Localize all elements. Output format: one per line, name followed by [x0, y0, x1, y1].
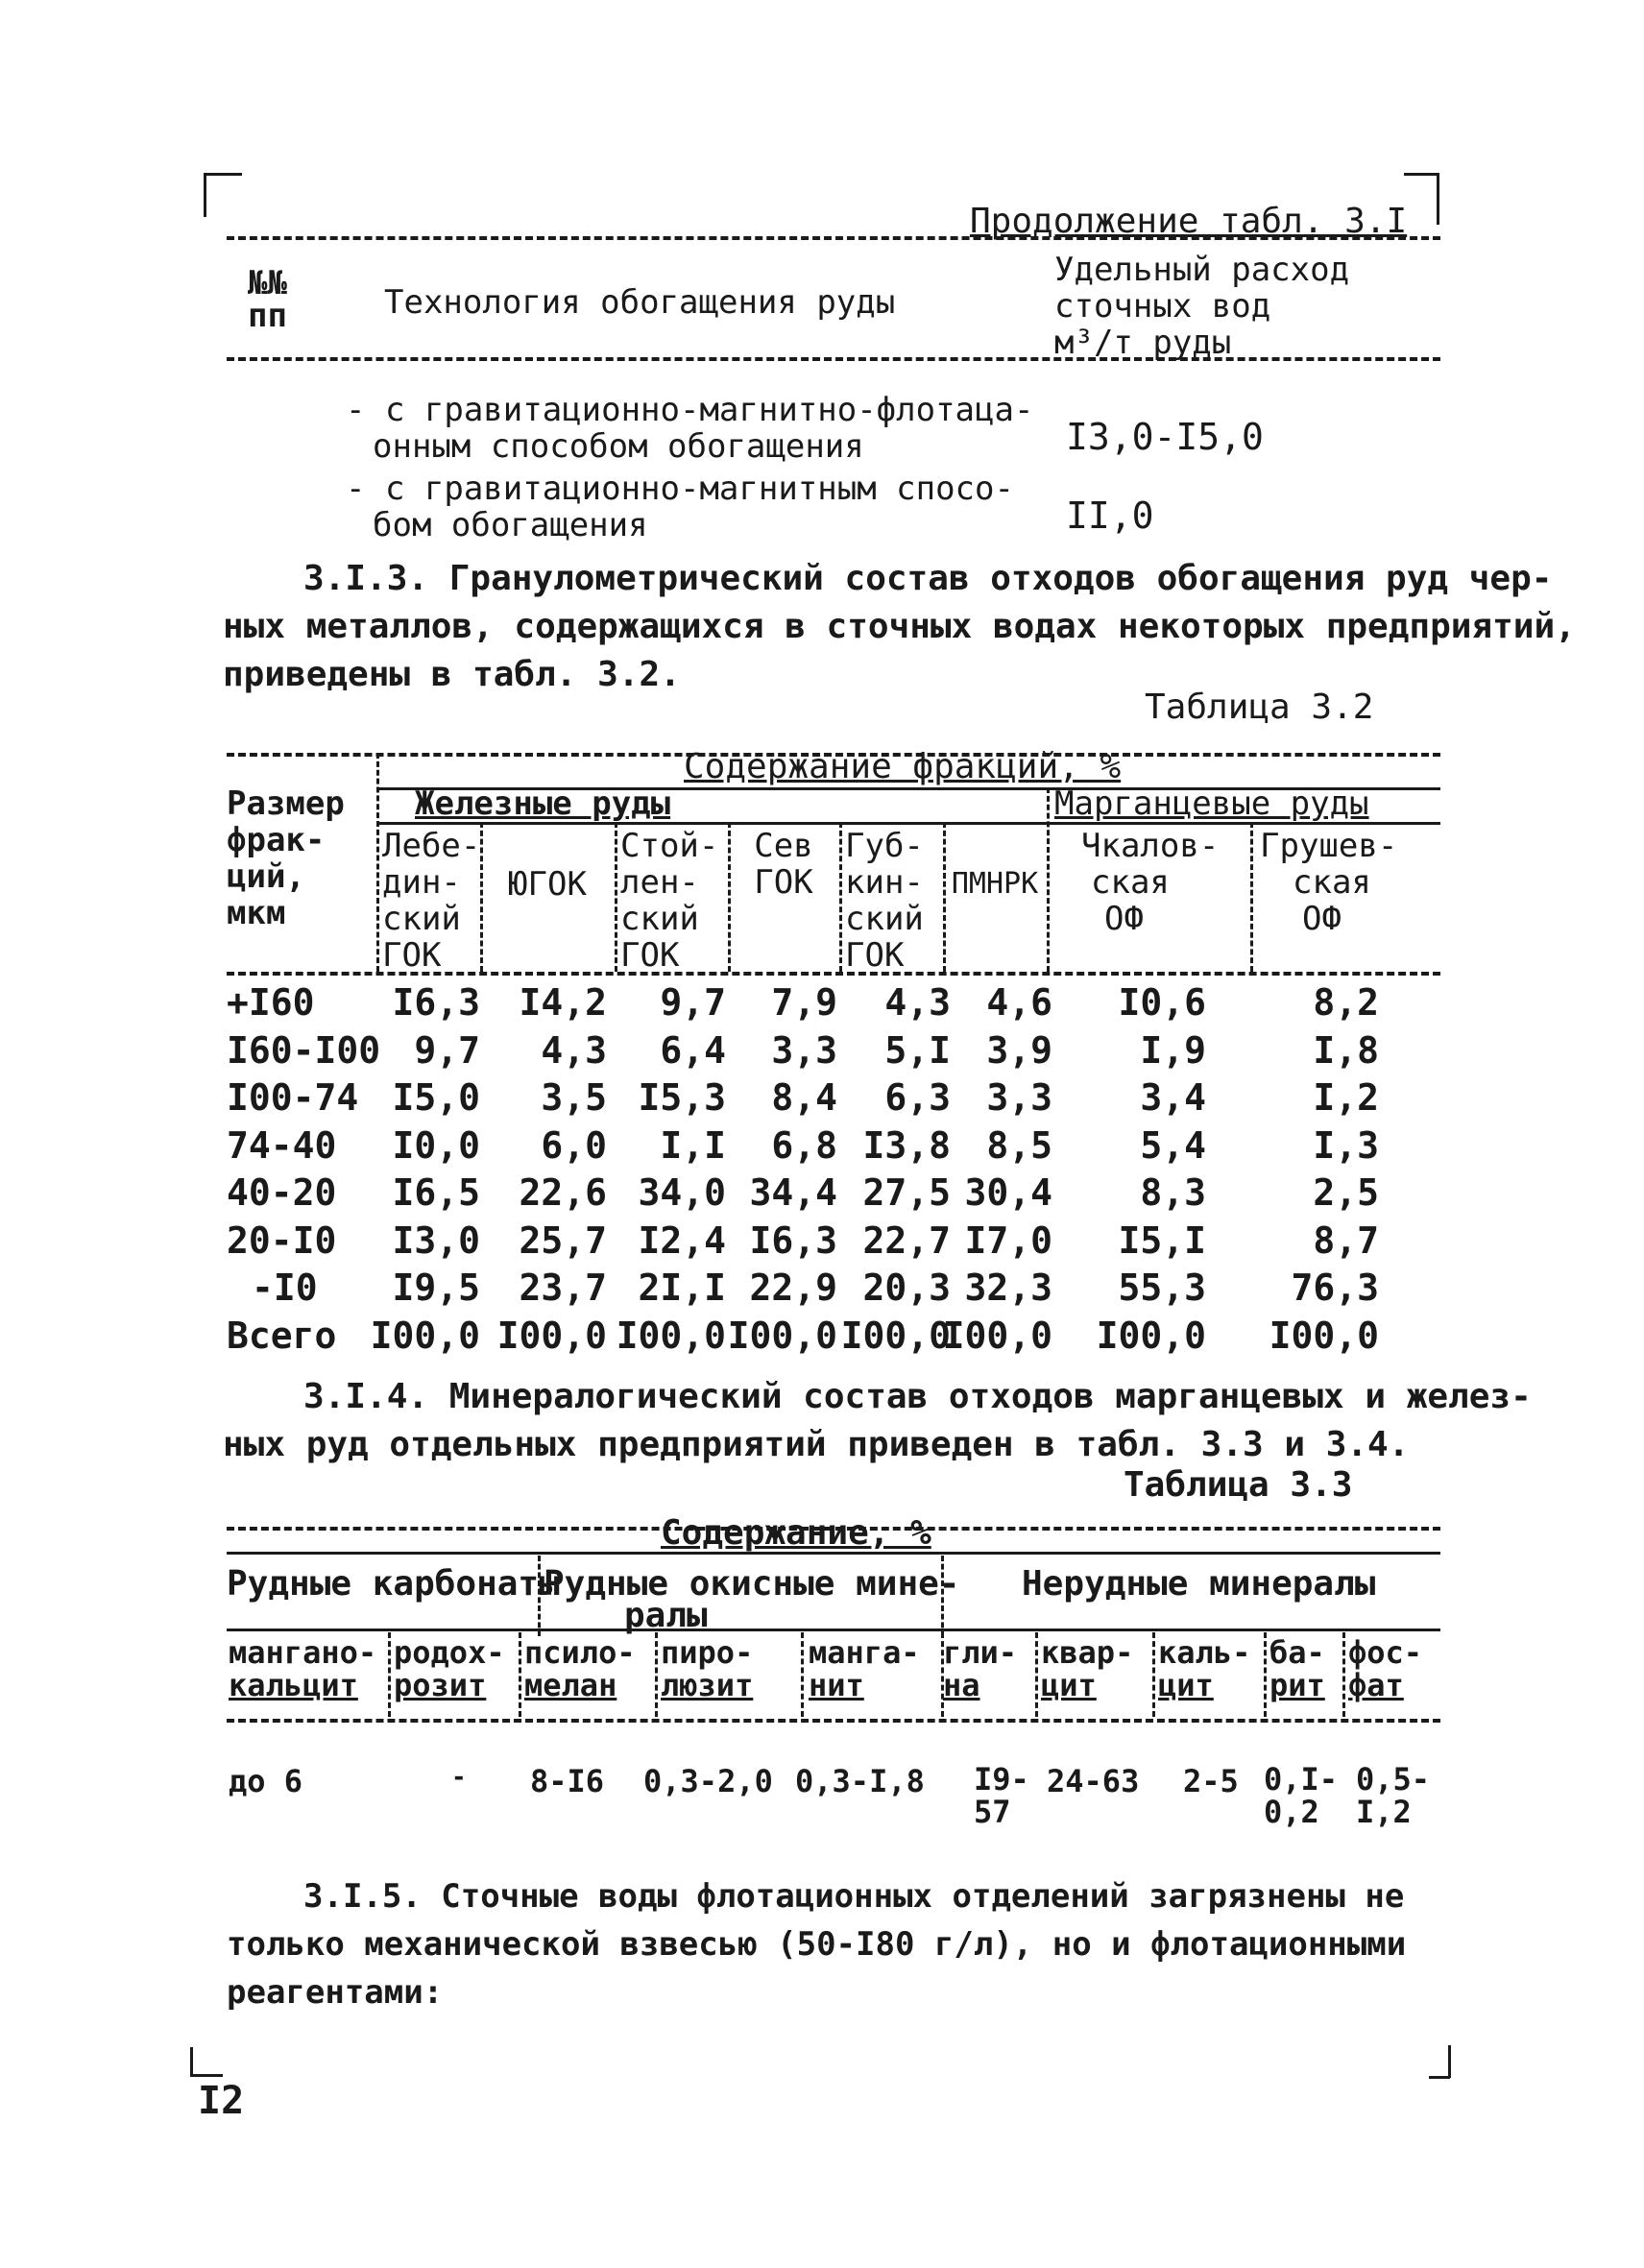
t32-cell: I00,0: [496, 1315, 607, 1357]
t33-cell-barite: 0,I- 0,2: [1264, 1761, 1339, 1830]
t32-cell: 6,4: [660, 1029, 726, 1072]
t33-col-head: [1348, 1636, 1422, 1701]
t32-vline-2: [615, 822, 617, 972]
t32-cell: 23,7: [519, 1267, 607, 1309]
t33-vline: [388, 1632, 391, 1717]
t31-num-head: №№ пп: [248, 264, 287, 335]
t33-cell-pyrolusite: 0,3-2,0: [643, 1763, 773, 1799]
t32-cell: 22,6: [519, 1171, 607, 1214]
t33-vline: [1342, 1632, 1345, 1717]
t32-rule-sub: [376, 822, 1440, 825]
t32-cell: 30,4: [964, 1171, 1052, 1214]
t32-cell: I,3: [1313, 1124, 1379, 1167]
paragraph-3-1-4: 3.I.4. Минералогический состав отходов марганцевых и желез- ных руд отдельных предприятий приведен в табл. 3.3 и 3.4.: [223, 1377, 1532, 1464]
t32-col-chkalovskaya: Чкалов- ская ОФ: [1081, 827, 1220, 938]
t32-iron-title: Железные руды: [415, 784, 671, 823]
t33-col-head: [1269, 1636, 1325, 1701]
t33-vline: [941, 1632, 944, 1717]
t32-cell: 3,3: [986, 1076, 1052, 1119]
t32-cell: 27,5: [862, 1171, 951, 1214]
rule-top: [227, 236, 1440, 240]
t33-col-head-line: цит: [1158, 1667, 1214, 1703]
t32-cell: 9,7: [414, 1029, 480, 1072]
t32-cell: 2I,I: [638, 1267, 726, 1309]
t33-col-head: [1041, 1636, 1133, 1701]
t33-col-head-line: квар-: [1041, 1634, 1134, 1671]
t32-cell: I3,0: [392, 1219, 480, 1262]
t33-col-head: [1158, 1636, 1250, 1701]
t32-cell: 8,2: [1313, 981, 1379, 1024]
corner-mark-top-right: [1437, 173, 1439, 225]
t32-cell: I3,8: [862, 1124, 951, 1167]
t31-row-1-text: - с гравитационно-магнитно-флотацa- онным способом обогащения: [346, 391, 1034, 466]
t32-cell: I0,6: [1118, 981, 1206, 1024]
t31-row-2-value: II,0: [1066, 495, 1154, 537]
corner-mark-bottom-left-h: [190, 2074, 223, 2077]
t32-rule-head-bottom: [227, 972, 1440, 976]
t32-cell: I,8: [1313, 1029, 1379, 1072]
t33-group-nonore: Нерудные минералы: [1022, 1564, 1376, 1604]
t32-col-grushevskaya: Грушев- ская ОФ: [1260, 827, 1398, 938]
t32-col-gubkinsky: Губ- кин- ский ГОК: [845, 827, 924, 975]
corner-mark-bottom-right-h: [1429, 2076, 1450, 2079]
t33-cell-phosphate: 0,5- I,2: [1356, 1761, 1431, 1830]
t33-col-head-line: манга-: [809, 1634, 920, 1671]
t32-row-size: +I60: [227, 981, 315, 1024]
t31-row-2-text: - с гравитационно-магнитным спосо- бом обогащения: [346, 470, 1014, 544]
t32-cell: 76,3: [1291, 1267, 1379, 1309]
t32-cell: 4,3: [884, 981, 951, 1024]
t33-col-head-line: гли-: [943, 1634, 1018, 1671]
t32-cell: I6,3: [749, 1219, 837, 1262]
t33-cell-quartzite: 24-63: [1047, 1763, 1140, 1799]
t32-cell: I0,0: [392, 1124, 480, 1167]
t32-cell: 22,7: [862, 1219, 951, 1262]
t33-col-head-line: розит: [394, 1667, 487, 1703]
t32-cell: 55,3: [1118, 1267, 1206, 1309]
t32-vline-6: [1250, 822, 1253, 972]
t32-vline-iron-mn: [1047, 787, 1050, 972]
t33-vline: [801, 1632, 804, 1717]
t32-col-pmnrk: ПМНРК: [951, 867, 1039, 901]
t32-row-size: 20-I0: [227, 1219, 337, 1262]
t32-cell: 9,7: [660, 981, 726, 1024]
t32-cell: I00,0: [840, 1315, 951, 1357]
t32-cell: I,9: [1140, 1029, 1206, 1072]
t32-vline-size: [376, 753, 379, 972]
t32-cell: 8,3: [1140, 1171, 1206, 1214]
t32-cell: 32,3: [964, 1267, 1052, 1309]
t32-row-size: 40-20: [227, 1171, 337, 1214]
t32-cell: I4,2: [519, 981, 607, 1024]
t32-cell: I00,0: [942, 1315, 1052, 1357]
t33-rule-group: [227, 1552, 1440, 1555]
t32-row-size: -I0: [252, 1267, 318, 1309]
t33-vline-g1: [538, 1556, 541, 1636]
t32-cell: 4,6: [986, 981, 1052, 1024]
t33-group-carbonates: Рудные карбонаты: [227, 1564, 560, 1604]
t32-cell: 6,3: [884, 1076, 951, 1119]
t33-cell-rhodochrosite: -: [451, 1763, 467, 1792]
continuation-label: Продолжение табл. 3.I: [970, 202, 1408, 241]
t33-col-head: [943, 1636, 1017, 1701]
t33-col-head-line: кальцит: [229, 1667, 358, 1703]
t33-rule-group-bottom: [227, 1629, 1440, 1631]
t32-cell: I9,5: [392, 1267, 480, 1309]
t33-col-head-line: люзит: [661, 1667, 754, 1703]
t33-col-head-line: мангано-: [229, 1634, 377, 1671]
t32-cell: 25,7: [519, 1219, 607, 1262]
t33-col-head-line: на: [943, 1667, 980, 1703]
t32-cell: I00,0: [1269, 1315, 1379, 1357]
t32-cell: 22,9: [749, 1267, 837, 1309]
t32-cell: 3,4: [1140, 1076, 1206, 1119]
t33-vline: [1264, 1632, 1267, 1717]
t32-cell: 3,9: [986, 1029, 1052, 1072]
t33-col-head: [394, 1636, 505, 1701]
t33-cell-calcite: 2-5: [1183, 1763, 1239, 1799]
t33-group-title: Содержание, %: [661, 1513, 931, 1553]
corner-mark-top-left-h: [204, 173, 242, 176]
t32-cell: 6,0: [541, 1124, 607, 1167]
t32-cell: I7,0: [964, 1219, 1052, 1262]
t33-cell-manganite: 0,3-I,8: [795, 1763, 925, 1799]
t33-col-head: [229, 1636, 376, 1701]
t33-col-head: [661, 1636, 753, 1701]
t32-cell: I6,3: [392, 981, 480, 1024]
t32-cell: 20,3: [862, 1267, 951, 1309]
t32-vline-4: [839, 822, 842, 972]
t32-cell: 5,4: [1140, 1124, 1206, 1167]
t32-cell: I,2: [1313, 1076, 1379, 1119]
corner-mark-bottom-left: [190, 2047, 193, 2076]
t33-col-head-line: нит: [809, 1667, 864, 1703]
t33-rule-head-bottom: [227, 1719, 1440, 1723]
t32-col-yugok: ЮГОК: [508, 865, 587, 904]
t32-cell: 34,4: [749, 1171, 837, 1214]
t32-cell: 8,7: [1313, 1219, 1379, 1262]
t32-cell: I,I: [660, 1124, 726, 1167]
corner-mark-top-right-h: [1404, 173, 1438, 176]
t32-cell: I5,I: [1118, 1219, 1206, 1262]
t32-row-size: I00-74: [227, 1076, 359, 1119]
t32-cell: I00,0: [727, 1315, 837, 1357]
t33-col-head-line: фос-: [1348, 1634, 1423, 1671]
t33-col-head-line: каль-: [1158, 1634, 1251, 1671]
rule-t31-head: [227, 357, 1440, 361]
t32-cell: 2,5: [1313, 1171, 1379, 1214]
t32-cell: I00,0: [1096, 1315, 1206, 1357]
t31-rate-head: Удельный расход сточных вод м³/т руды: [1054, 251, 1350, 362]
t32-cell: 3,5: [541, 1076, 607, 1119]
paragraph-3-1-3: 3.I.3. Гранулометрический состав отходов обогащения руд чер- ных металлов, содержащихся в сточных водах некоторых предприятий, приведены в табл. 3.2.: [223, 559, 1576, 694]
t33-col-head-line: цит: [1041, 1667, 1097, 1703]
t33-col-head-line: ба-: [1269, 1634, 1325, 1671]
t32-cell: I00,0: [616, 1315, 726, 1357]
t33-col-head-line: рит: [1269, 1667, 1325, 1703]
page-number: I2: [198, 2079, 245, 2123]
t32-row-size: 74-40: [227, 1124, 337, 1167]
t33-cell-clay: I9- 57: [974, 1761, 1029, 1830]
t33-vline: [519, 1632, 521, 1717]
t33-vline-g2: [941, 1556, 944, 1636]
t33-group-oxides: Рудные окисные мине- ралы: [544, 1564, 960, 1635]
t33-col-head-line: мелан: [524, 1667, 617, 1703]
t32-cell: 7,9: [771, 981, 837, 1024]
t32-cell: 4,3: [541, 1029, 607, 1072]
t32-size-label: Размер фрак- ций, мкм: [227, 784, 345, 932]
t33-cell-psilomelane: 8-I6: [530, 1763, 605, 1799]
t33-vline: [655, 1632, 658, 1717]
corner-mark-top-left: [204, 173, 206, 217]
table-3-3-caption: Таблица 3.3: [1124, 1465, 1353, 1505]
t33-col-head: [524, 1636, 636, 1701]
t32-cell: I5,0: [392, 1076, 480, 1119]
t32-cell: 3,3: [771, 1029, 837, 1072]
t32-group-title: Содержание фракций, %: [684, 747, 1122, 786]
t32-col-lebedinsky: Лебе- дин- ский ГОК: [382, 827, 481, 975]
t32-cell: 5,I: [884, 1029, 951, 1072]
t32-col-stoylensky: Стой- лен- ский ГОК: [620, 827, 719, 975]
t33-col-head: [809, 1636, 920, 1701]
t32-row-size: Всего: [227, 1315, 337, 1357]
t33-col-head-line: фат: [1348, 1667, 1404, 1703]
t32-cell: 34,0: [638, 1171, 726, 1214]
t33-col-head-line: родох-: [394, 1634, 505, 1671]
t32-cell: I00,0: [370, 1315, 480, 1357]
t32-cell: 8,5: [986, 1124, 1052, 1167]
t32-mn-title: Марганцевые руды: [1054, 784, 1369, 823]
paragraph-3-1-5: 3.I.5. Сточные воды флотационных отделений загрязнены не только механической взвесью (50-I80 г/л), но и флотационными реагентами:: [227, 1877, 1407, 2012]
t32-cell: I6,5: [392, 1171, 480, 1214]
corner-mark-bottom-right: [1448, 2045, 1451, 2078]
t32-cell: I5,3: [638, 1076, 726, 1119]
t33-vline: [1152, 1632, 1155, 1717]
t33-cell-manganocalcite: до 6: [229, 1763, 303, 1799]
t32-row-size: I60-I00: [227, 1029, 381, 1072]
t33-col-head-line: пиро-: [661, 1634, 754, 1671]
t33-vline: [1035, 1632, 1038, 1717]
table-3-2-caption: Таблица 3.2: [1145, 688, 1374, 727]
t32-cell: 6,8: [771, 1124, 837, 1167]
t31-row-1-value: I3,0-I5,0: [1066, 416, 1264, 458]
t31-tech-head: Технология обогащения руды: [384, 283, 896, 322]
t32-col-sevgok: Сев ГОК: [754, 827, 813, 902]
t32-cell: I2,4: [638, 1219, 726, 1262]
t32-cell: 8,4: [771, 1076, 837, 1119]
t33-col-head-line: псило-: [524, 1634, 636, 1671]
